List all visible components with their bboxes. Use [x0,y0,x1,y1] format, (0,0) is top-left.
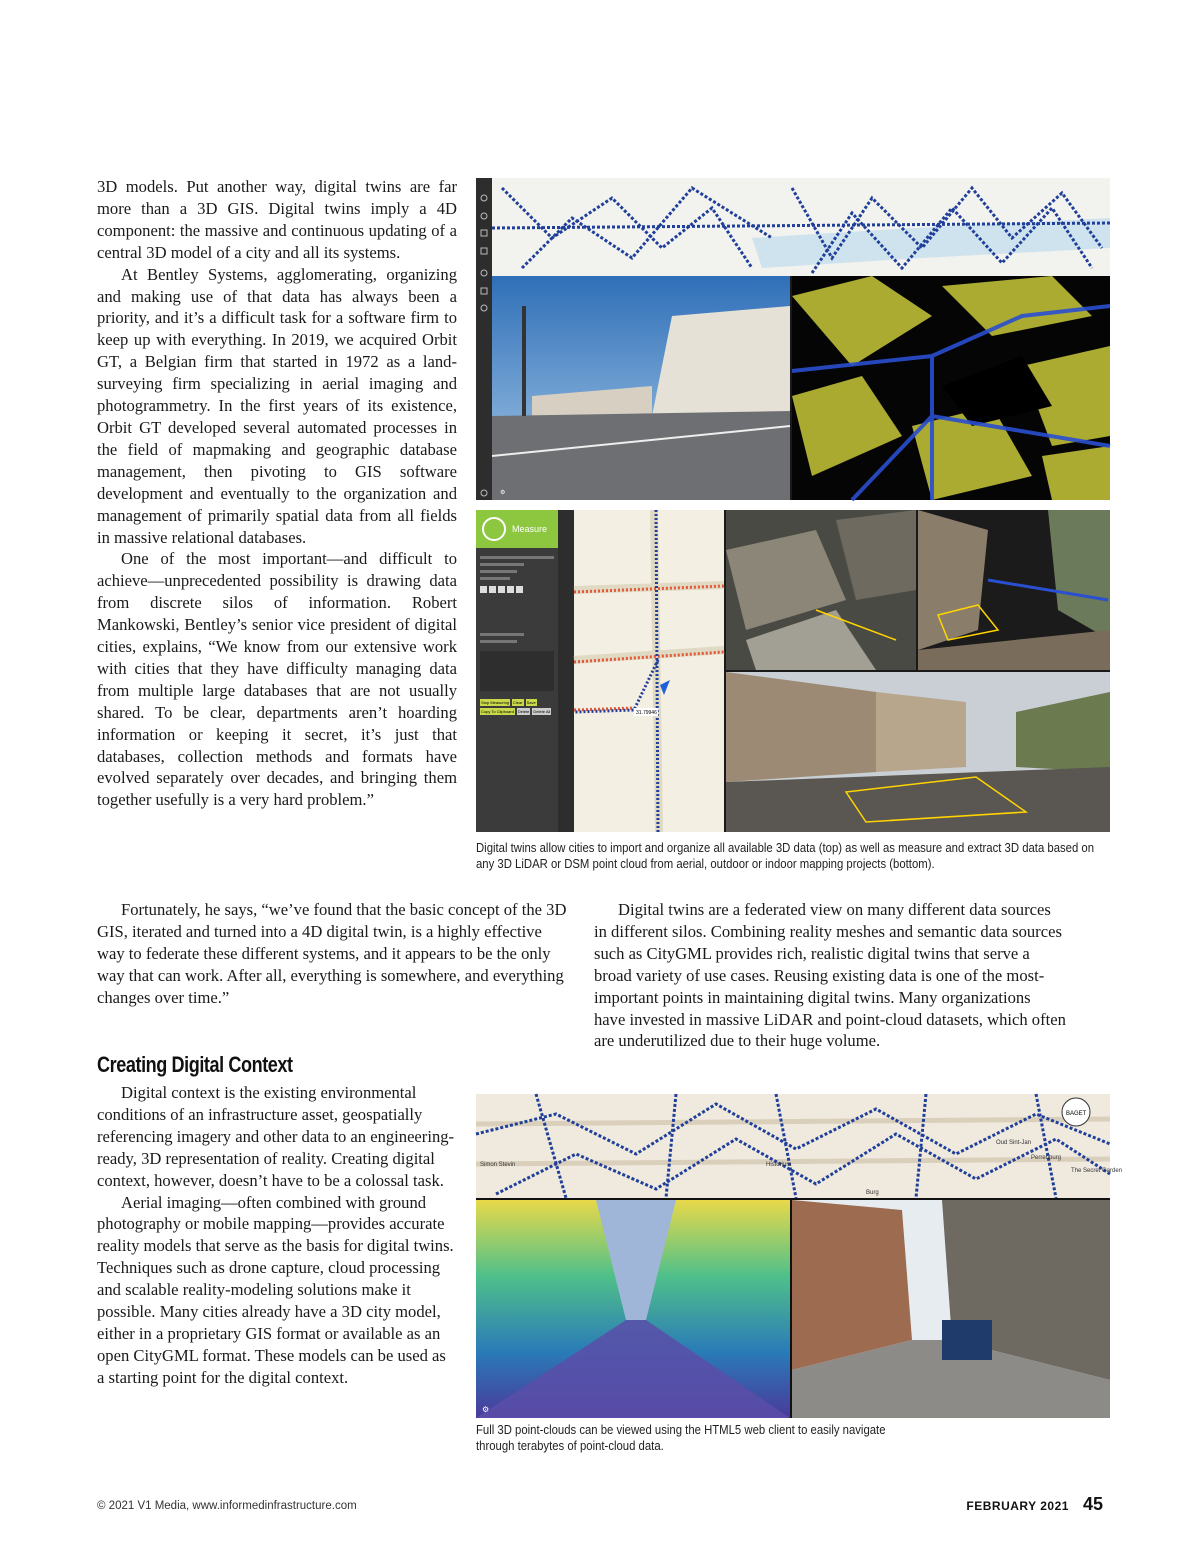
toolbar-icons [476,178,492,500]
length-label: 31.79946 [636,710,657,716]
footer-issue [966,1494,1103,1515]
issue-date: FEBRUARY 2021 [966,1499,1069,1513]
map-label: Simon Stevin [480,1162,516,1168]
brugge-street-photo [792,1200,1110,1418]
measure-panel [476,510,558,832]
street-photo [492,276,790,500]
delete-all-button[interactable]: Delete All [533,709,551,714]
lidar-pointcloud [792,276,1110,500]
aerial-3d-view [726,510,916,670]
colored-pointcloud [476,1200,790,1418]
stop-measuring-button[interactable]: Stop Measuring [481,700,510,705]
svg-text:⚙: ⚙ [500,490,506,496]
figure-1-caption: Digital twins allow cities to import and organize all available 3D data (top) as well as measure and extract 3D data based on any 3D LiDAR or DSM point cloud from aerial, outdoor or indoor mapping projects (bottom). [476,841,1095,871]
map-label: BAGET [1066,1111,1087,1117]
paragraph: One of the most important—and difficult to achieve—unprecedented possibility is drawing data from discrete silos of information. Robert Mankowski, Bentley’s senior vice president of digital cities, explains, “We know from our extensive work with cities that they have difficulty managing data from multiple large databases that are not usually shared. To be clear, departments aren’t hoarding information or keeping it secret, it’s just that databases, collection methods and formats have evolved separately over decades, and bringing them together usefully is a very hard problem.” [97,549,457,810]
paragraph: Aerial imaging—often combined with ground photography or mobile mapping—provides accurate reality models that serve as the basis for digital twins. Techniques such as drone capture, cloud processing and scalable reality-modeling solutions make it possible. Many cities already have a 3D city model, either in a proprietary GIS format or available as an open CityGML format. These models can be used as a starting point for the digital context. [97,1192,454,1387]
paragraph: Digital context is the existing environmental conditions of an infrastructure asset, geospatially referencing imagery and other data to an engineering-ready, 3D representation of reality. Creating digital context, however, doesn’t have to be a colossal task. [97,1083,455,1190]
measure-title: Measure [512,524,548,534]
svg-text:⚙: ⚙ [482,1405,490,1414]
left-column-text [97,176,457,811]
footer-copyright: © 2021 V1 Media, www.informedinfrastructure.com [97,1500,357,1512]
measure-map [574,510,724,832]
map-label: Perrenburg [1031,1155,1062,1161]
save-button[interactable]: Save [526,700,536,705]
paragraph: Digital twins are a federated view on many different data sources in different silos. Combining reality meshes and semantic data sources such as CityGML provides rich, realistic digital twins that serve a broad variety of use cases. Reusing existing data is one of the most-important points in maintaining digital twins. Many organizations have invested in massive LiDAR and point-cloud datasets, which often are underutilized due to their huge volume. [594,900,1066,1051]
wide-paragraph-text [97,899,569,1009]
map-label: Historium [766,1162,792,1168]
viewer-toolbar[interactable] [476,178,492,500]
section-heading: Creating Digital Context [97,1052,293,1077]
clear-button[interactable]: Clear [513,700,523,705]
pointcloud-street-view [918,510,1110,670]
figure-2 [476,1094,1123,1418]
city-map-bottom [476,1094,1123,1198]
measure-logo-icon [482,517,506,541]
right-paragraph-text [594,899,1066,1052]
figure-1-top [476,178,1110,500]
section-body-text [97,1082,457,1389]
figure-1-bottom [476,510,1110,832]
street-measure-photo [726,672,1110,832]
measure-header [476,510,558,548]
figure-2-caption: Full 3D point-clouds can be viewed using the HTML5 web client to easily navigate through terabytes of point-cloud data. [476,1423,886,1453]
page-number: 45 [1082,1494,1103,1514]
measure-options [476,548,558,719]
city-map-top [492,178,1110,276]
paragraph: Fortunately, he says, “we’ve found that the basic concept of the 3D GIS, iterated and turned into a 4D digital twin, is a highly effective way to federate these different systems, and it appears to be the only way that can work. After all, everything is somewhere, and everything changes over time.” [97,900,567,1007]
map-label: Oud Sint-Jan [996,1140,1032,1146]
map-label: Burg [866,1190,879,1196]
viewer-toolbar[interactable] [558,510,574,832]
delete-button[interactable]: Delete [517,709,530,714]
paragraph: 3D models. Put another way, digital twins are far more than a 3D GIS. Digital twins imply a 4D component: the massive and continuous updating of a central 3D model of a city and all its systems. [97,177,457,262]
map-label: The Secret Garden [1071,1168,1123,1174]
copy-button[interactable]: Copy To Clipboard [481,709,514,714]
paragraph: At Bentley Systems, agglomerating, organizing and making use of that data has always been a priority, and it’s a difficult task for a software firm to keep up with everything. In 2019, we acquired Orbit GT, a Belgian firm that started in 1972 as a land-surveying firm specializing in aerial imaging and photogrammetry. In the first years of its existence, Orbit GT developed several automated processes in the field of mapmaking and geographic database management, then pivoting to GIS software development and eventually to the organization and management of primarily spatial data from all fields in massive relational databases. [97,264,457,547]
